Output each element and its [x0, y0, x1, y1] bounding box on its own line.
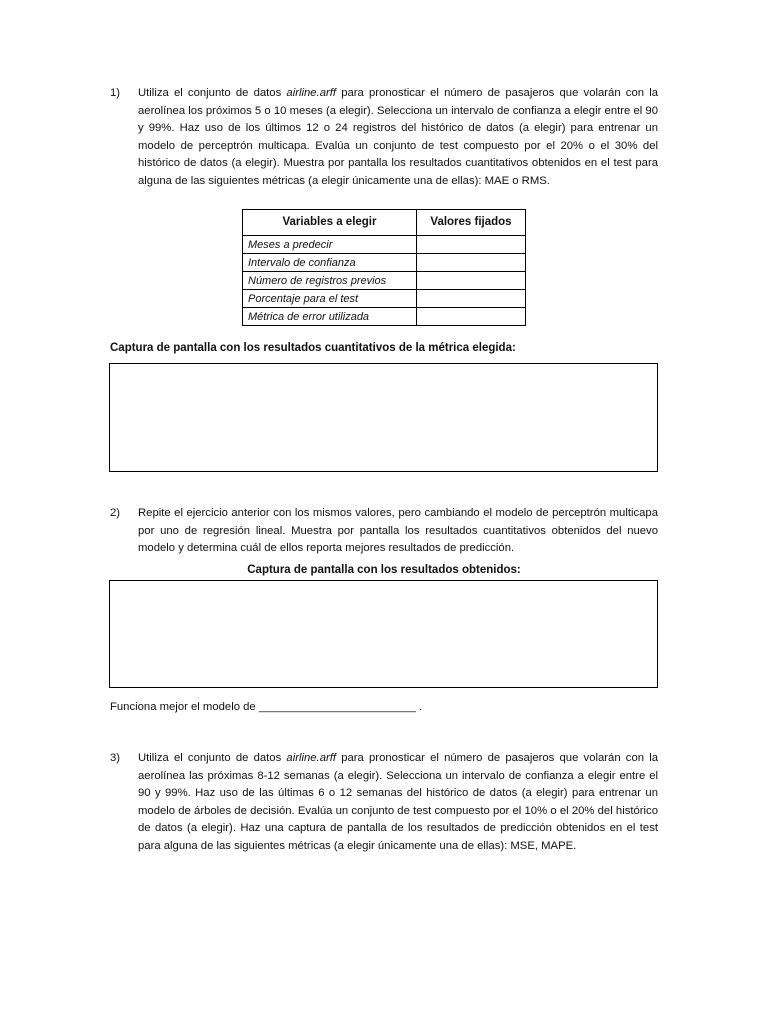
- table-header-row: [243, 210, 526, 236]
- table-cell-value[interactable]: [417, 254, 526, 272]
- table-cell-label: Número de registros previos: [243, 272, 417, 290]
- table-row: [243, 272, 526, 290]
- table-cell-value[interactable]: [417, 236, 526, 254]
- screenshot-box-metric[interactable]: [109, 363, 658, 472]
- better-model-blank[interactable]: _________________________: [258, 701, 416, 713]
- dataset-name: airline.arff: [286, 87, 337, 99]
- table-cell-label: Intervalo de confianza: [243, 254, 417, 272]
- question-3: [110, 750, 658, 855]
- table-row: [243, 254, 526, 272]
- question-3-text-end: para pronosticar el número de pasajeros que volarán con la aerolínea las próximas 8-12 semanas (a elegir). Selecciona un intervalo de confianza a elegir entre el 90 y 99%. Haz uso de las últimas 6 o 12 semanas del histórico de datos (a elegir) para entrenar un modelo de árboles de decisión. Evalúa un conjunto de test compuesto por el 10% o el 20% del histórico de datos (a elegir). Haz una captura de pantalla de los resultados de predicción obtenidos en el test para alguna de las siguientes métricas (a elegir únicamente una de ellas): MSE, MAPE.: [138, 752, 658, 852]
- question-1: [110, 85, 658, 190]
- question-1-text-start: Utiliza el conjunto de datos: [138, 87, 287, 99]
- question-3-number: 3): [110, 752, 121, 764]
- table-header-values: Valores fijados: [417, 210, 526, 236]
- caption-metric-screenshot: Captura de pantalla con los resultados cuantitativos de la métrica elegida:: [110, 342, 516, 354]
- table-row: [243, 308, 526, 326]
- table-cell-label: Porcentaje para el test: [243, 290, 417, 308]
- question-3-text-start: Utiliza el conjunto de datos: [138, 752, 287, 764]
- table-row: [243, 290, 526, 308]
- table-cell-label: Meses a predecir: [243, 236, 417, 254]
- variables-table: [242, 209, 526, 326]
- better-model-prefix: Funciona mejor el modelo de: [110, 701, 259, 713]
- dataset-name: airline.arff: [286, 752, 337, 764]
- table-cell-value[interactable]: [417, 290, 526, 308]
- question-2-text: Repite el ejercicio anterior con los mismos valores, pero cambiando el modelo de perceptrón multicapa por uno de regresión lineal. Muestra por pantalla los resultados cuantitativos obtenidos del nuevo modelo y determina cuál de ellos reporta mejores resultados de predicción.: [138, 507, 658, 554]
- caption-results-screenshot: Captura de pantalla con los resultados obtenidos:: [247, 564, 521, 576]
- question-1-text-end: para pronosticar el número de pasajeros que volarán con la aerolínea los próximos 5 o 10 meses (a elegir). Selecciona un intervalo de confianza a elegir entre el 90 y 99%. Haz uso de los últimos 12 o 24 registros del histórico de datos (a elegir) para entrenar un modelo de perceptrón multicapa. Evalúa un conjunto de test compuesto por el 20% o el 30% del histórico de datos (a elegir). Muestra por pantalla los resultados cuantitativos obtenidos en el test para alguna de las siguientes métricas (a elegir únicamente una de ellas): MAE o RMS.: [138, 87, 658, 187]
- table-row: [243, 236, 526, 254]
- table-cell-value[interactable]: [417, 272, 526, 290]
- question-3-text: [138, 750, 658, 855]
- question-1-number: 1): [110, 87, 121, 99]
- question-1-text: [138, 85, 658, 190]
- better-model-line: [110, 699, 422, 717]
- table-cell-label: Métrica de error utilizada: [243, 308, 417, 326]
- table-header-variables: Variables a elegir: [243, 210, 417, 236]
- table-cell-value[interactable]: [417, 308, 526, 326]
- question-2-number: 2): [110, 507, 121, 519]
- question-2: [110, 505, 658, 558]
- better-model-suffix: .: [415, 701, 423, 713]
- screenshot-box-results[interactable]: [109, 580, 658, 688]
